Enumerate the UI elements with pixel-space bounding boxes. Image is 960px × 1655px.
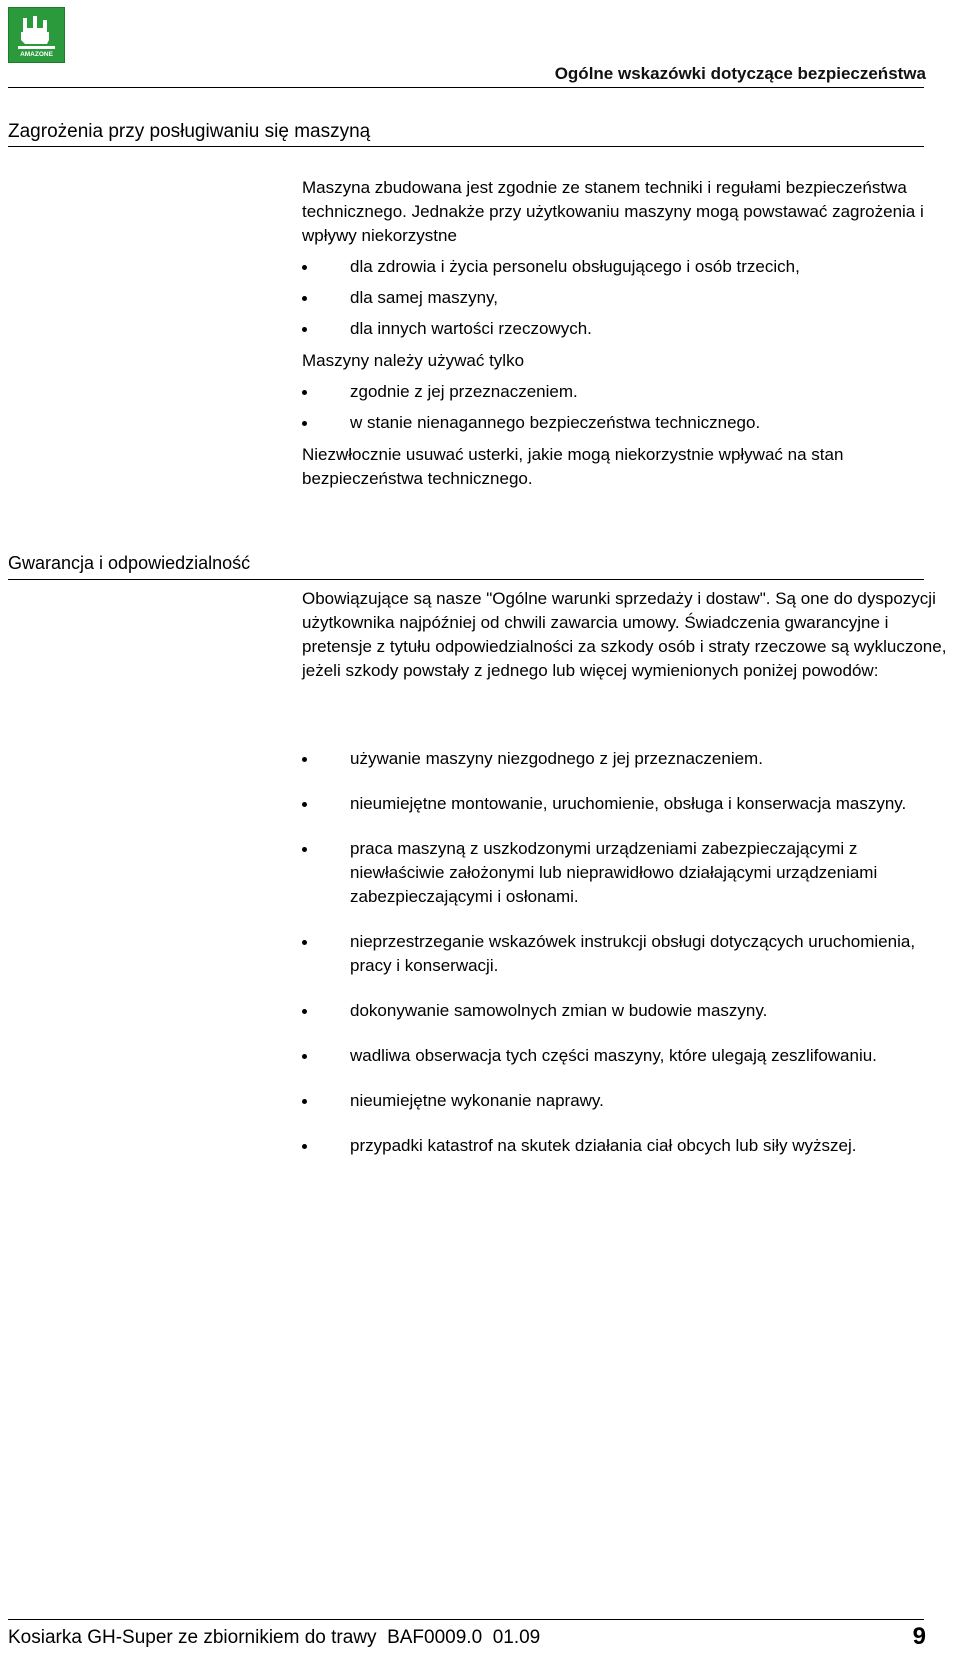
page-number: 9 bbox=[912, 1623, 926, 1650]
bullet-icon bbox=[302, 421, 307, 426]
list-item: nieumiejętne montowanie, uruchomienie, obsługa i konserwacja maszyny. bbox=[302, 792, 952, 816]
list-item: dla innych wartości rzeczowych. bbox=[302, 317, 952, 341]
footer-document-info: Kosiarka GH-Super ze zbiornikiem do trawy BAF0009.0 01.09 bbox=[8, 1627, 541, 1648]
bullet-icon bbox=[302, 390, 307, 395]
bullet-icon bbox=[302, 1009, 307, 1014]
list-item: dla zdrowia i życia personelu obsługującego i osób trzecich, bbox=[302, 255, 952, 279]
warranty-exclusions-list bbox=[302, 747, 952, 1158]
bullet-icon bbox=[302, 327, 307, 332]
chapter-title: Ogólne wskazówki dotyczące bezpieczeństwa bbox=[554, 64, 926, 83]
list-item: przypadki katastrof na skutek działania ciał obcych lub siły wyższej. bbox=[302, 1134, 952, 1158]
amazone-logo-mark bbox=[9, 8, 64, 62]
list-item: praca maszyną z uszkodzonymi urządzeniami zabezpieczającymi z niewłaściwie założonymi lub nieprawidłowo działającymi urządzeniami zabezpieczającymi i osłonami. bbox=[302, 837, 952, 909]
header-rule bbox=[8, 87, 924, 88]
list-item: w stanie nienagannego bezpieczeństwa technicznego. bbox=[302, 411, 952, 435]
section-rule-warranty bbox=[8, 579, 924, 580]
bullet-icon bbox=[302, 296, 307, 301]
bullet-icon bbox=[302, 1144, 307, 1149]
bullet-icon bbox=[302, 1099, 307, 1104]
section-heading-warranty: Gwarancja i odpowiedzialność bbox=[8, 553, 251, 573]
usage-intro: Maszyny należy używać tylko bbox=[302, 351, 525, 370]
bullet-icon bbox=[302, 802, 307, 807]
list-item: wadliwa obserwacja tych części maszyny, które ulegają zeszlifowaniu. bbox=[302, 1044, 952, 1068]
amazone-logo bbox=[8, 7, 65, 63]
hazards-intro: Maszyna zbudowana jest zgodnie ze stanem techniki i regułami bezpieczeństwa technicznego. Jednakże przy użytkowaniu maszyny mogą powstawać zagrożenia i wpływy niekorzystne bbox=[302, 178, 924, 245]
logo-text: AMAZONE bbox=[20, 51, 53, 58]
list-item: dokonywanie samowolnych zmian w budowie maszyny. bbox=[302, 999, 952, 1023]
usage-list bbox=[302, 380, 952, 435]
warranty-intro: Obowiązujące są nasze "Ogólne warunki sprzedaży i dostaw". Są one do dyspozycji użytkownika najpóźniej od chwili zawarcia umowy. Świadczenia gwarancyjne i pretensje z tytułu odpowiedzialności za szkody osób i straty rzeczowe są wykluczone, jeżeli szkody powstały z jednego lub więcej wymienionych poniżej powodów: bbox=[302, 589, 947, 680]
bullet-icon bbox=[302, 847, 307, 852]
list-item: zgodnie z jej przeznaczeniem. bbox=[302, 380, 952, 404]
list-item: dla samej maszyny, bbox=[302, 286, 952, 310]
footer-rule bbox=[8, 1619, 924, 1620]
list-item: nieumiejętne wykonanie naprawy. bbox=[302, 1089, 952, 1113]
hazards-closing: Niezwłocznie usuwać usterki, jakie mogą niekorzystnie wpływać na stan bezpieczeństwa technicznego. bbox=[302, 445, 844, 488]
list-item: nieprzestrzeganie wskazówek instrukcji obsługi dotyczących uruchomienia, pracy i konserwacji. bbox=[302, 930, 952, 978]
bullet-icon bbox=[302, 1054, 307, 1059]
hazards-list bbox=[302, 255, 952, 341]
bullet-icon bbox=[302, 757, 307, 762]
section-heading-hazards: Zagrożenia przy posługiwaniu się maszyną bbox=[8, 121, 371, 142]
list-item: używanie maszyny niezgodnego z jej przeznaczeniem. bbox=[302, 747, 952, 771]
bullet-icon bbox=[302, 940, 307, 945]
bullet-icon bbox=[302, 265, 307, 270]
section-rule-hazards bbox=[8, 146, 924, 147]
